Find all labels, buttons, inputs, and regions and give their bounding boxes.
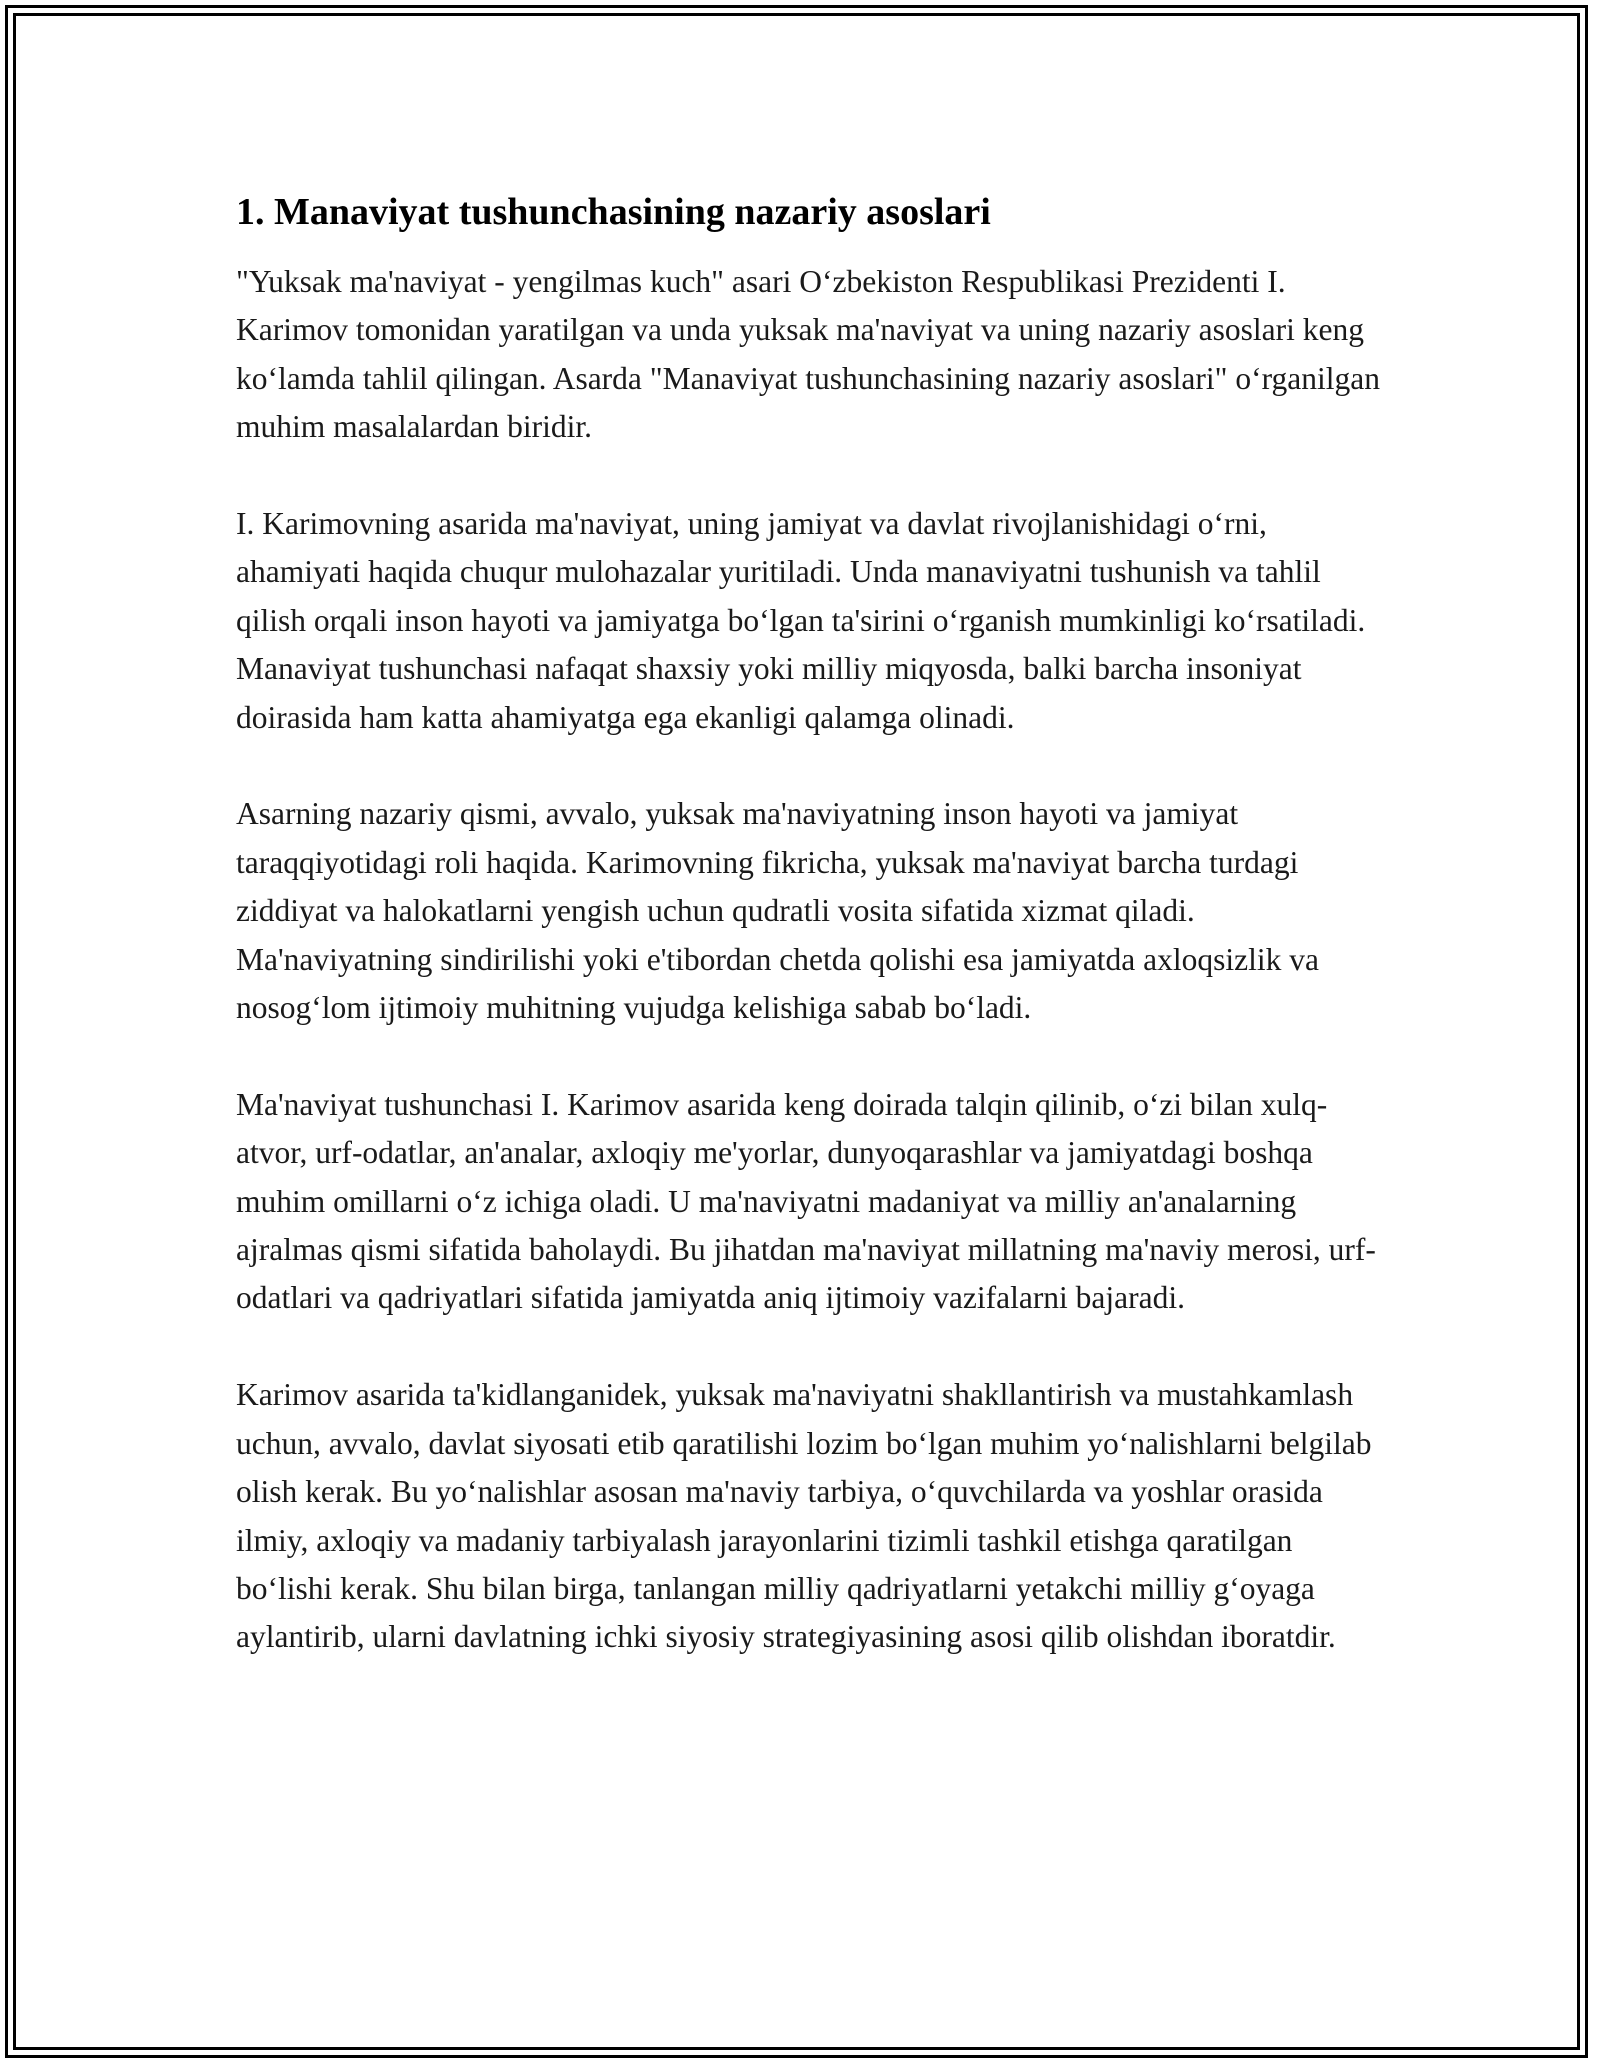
paragraph-5: Karimov asarida ta'kidlanganidek, yuksak ma'naviyatni shakllantirish va mustahkamlash uchun, avvalo, davlat siyosati etib qaratilishi lozim bo‘lgan muhim yo‘nalishlarni belgilab olish kerak. Bu yo‘nalishlar asosan ma'naviy tarbiya, o‘quvchilarda va yoshlar orasida ilmiy, axloqiy va madaniy tarbiyalash jarayonlarini tizimli tashkil etishga qaratilgan bo‘lishi kerak. Shu bilan birga, tanlangan milliy qadriyatlarni yetakchi milliy g‘oyaga aylantirib, ularni davlatning ichki siyosiy strategiyasining asosi qilib olishdan iboratdir. (236, 1377, 1372, 1655)
paragraph-1: "Yuksak ma'naviyat - yengilmas kuch" asari O‘zbekiston Respublikasi Prezidenti I. Karimov tomonidan yaratilgan va unda yuksak ma'naviyat va uning nazariy asoslari keng ko‘lamda tahlil qilingan. Asarda "Manaviyat tushunchasining nazariy asoslari" o‘rganilgan muhim masalalardan biridir. (236, 264, 1380, 445)
paragraph-4: Ma'naviyat tushunchasi I. Karimov asarida keng doirada talqin qilinib, o‘zi bilan xulq-atvor, urf-odatlar, an'analar, axloqiy me'yorlar, dunyoqarashlar va jamiyatdagi boshqa muhim omillarni o‘z ichiga oladi. U ma'naviyatni madaniyat va milliy an'analarning ajralmas qismi sifatida baholaydi. Bu jihatdan ma'naviyat millatning ma'naviy merosi, urf-odatlari va qadriyatlari sifatida jamiyatda aniq ijtimoiy vazifalarni bajaradi. (236, 1086, 1376, 1316)
paragraph-3: Asarning nazariy qismi, avvalo, yuksak ma'naviyatning inson hayoti va jamiyat taraqqiyotidagi roli haqida. Karimovning fikricha, yuksak ma'naviyat barcha turdagi ziddiyat va halokatlarni yengish uchun qudratli vosita sifatida xizmat qiladi. Ma'naviyatning sindirilishi yoki e'tibordan chetda qolishi esa jamiyatda axloqsizlik va nosog‘lom ijtimoiy muhitning vujudga kelishiga sabab bo‘ladi. (236, 796, 1319, 1026)
paragraph-2: I. Karimovning asarida ma'naviyat, uning jamiyat va davlat rivojlanishidagi o‘rni, ahamiyati haqida chuqur mulohazalar yuritiladi. Unda manaviyatni tushunish va tahlil qilish orqali inson hayoti va jamiyatga bo‘lgan ta'sirini o‘rganish mumkinligi ko‘rsatiladi. Manaviyat tushunchasi nafaqat shaxsiy yoki milliy miqyosda, balki barcha insoniyat doirasida ham katta ahamiyatga ega ekanligi qalamga olinadi. (236, 506, 1366, 735)
page-title: 1. Manaviyat tushunchasining nazariy asoslari (236, 191, 991, 233)
document-body (236, 186, 1396, 1710)
